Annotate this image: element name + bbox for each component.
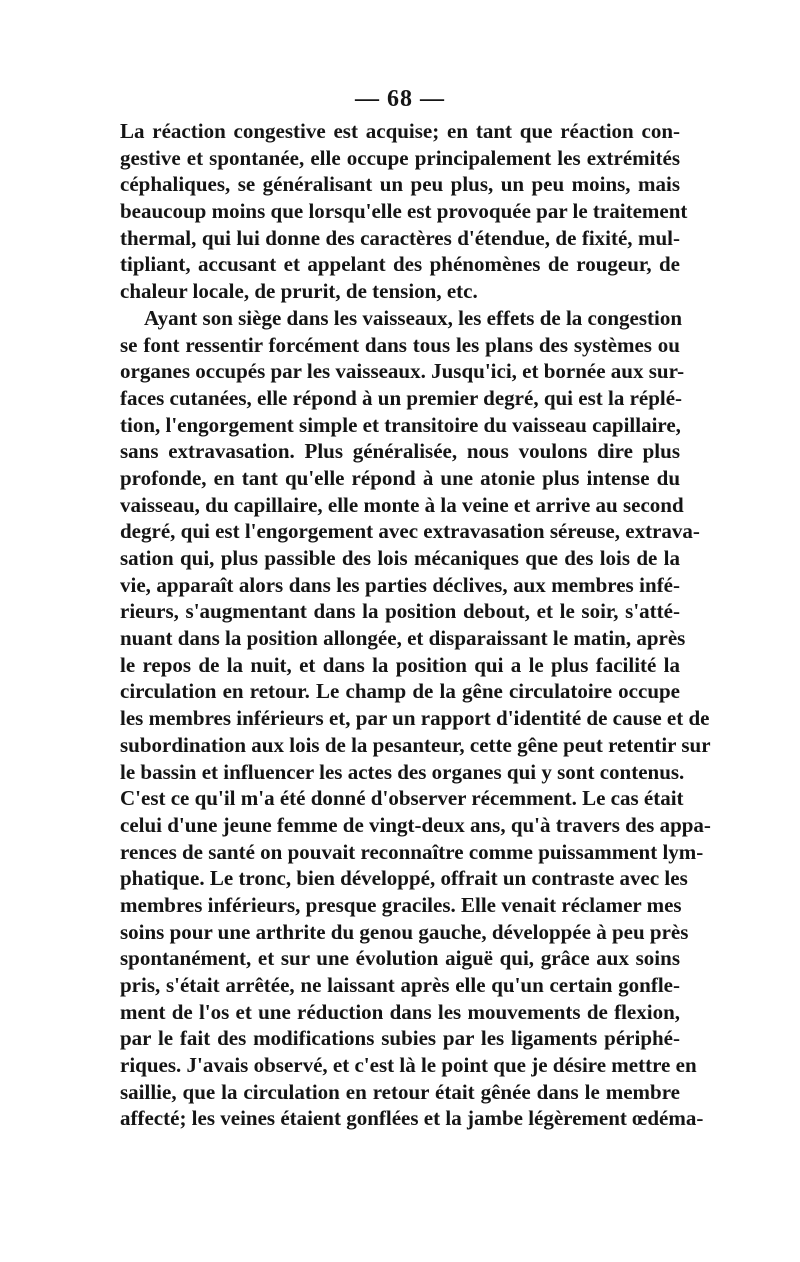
text-line: saillie, que la circulation en retour était gênée dans le membre [120,1079,680,1104]
text-line: les membres inférieurs et, par un rapport d'identité de cause et de [120,706,710,731]
text-line: membres inférieurs, presque graciles. Elle venait réclamer mes [120,892,682,917]
text-line: subordination aux lois de la pesanteur, cette gêne peut retentir sur [120,732,711,757]
text-line: rieurs, s'augmentant dans la position debout, et le soir, s'atté- [120,599,680,624]
text-line: pris, s'était arrêtée, ne laissant après elle qu'un certain gonfle- [120,973,680,997]
text-line: sation qui, plus passible des lois mécaniques que des lois de la [120,546,680,570]
text-line: organes occupés par les vaisseaux. Jusqu'ici, et bornée aux sur- [120,359,685,384]
text-line: degré, qui est l'engorgement avec extravasation séreuse, extrava- [120,519,700,544]
text-line: vie, apparaît alors dans les parties déclives, aux membres infé- [120,572,680,597]
text-line: phatique. Le tronc, bien développé, offrait un contraste avec les [120,866,688,891]
text-line: profonde, en tant qu'elle répond à une atonie plus intense du [120,465,680,490]
text-line: céphaliques, se généralisant un peu plus, un peu moins, mais [120,172,680,197]
text-line: rences de santé on pouvait reconnaître comme puissamment lym- [120,839,704,864]
text-line: ment de l'os et une réduction dans les mouvements de flexion, [120,999,680,1024]
text-line: Ayant son siège dans les vaisseaux, les effets de la congestion [144,305,683,330]
body-text [120,118,711,1132]
text-line: faces cutanées, elle répond à un premier degré, qui est la réplé- [120,385,683,410]
text-line: soins pour une arthrite du genou gauche, développée à peu près [120,919,689,944]
text-line: le repos de la nuit, et dans la position qui a le plus facilité la [120,652,680,677]
text-line: tipliant, accusant et appelant des phénomènes de rougeur, de [120,252,680,277]
text-line: vaisseau, du capillaire, elle monte à la veine et arrive au second [120,492,684,517]
text-line: se font ressentir forcément dans tous les plans des systèmes ou [120,332,680,357]
text-line: par le fait des modifications subies par les ligaments périphé- [120,1026,680,1051]
text-line: chaleur locale, de prurit, de tension, etc. [120,279,478,304]
text-line: sans extravasation. Plus généralisée, nous voulons dire plus [120,439,680,464]
text-line: beaucoup moins que lorsqu'elle est provoquée par le traitement [120,199,688,224]
text-line: thermal, qui lui donne des caractères d'étendue, de fixité, mul- [120,225,680,250]
text-line: celui d'une jeune femme de vingt-deux ans, qu'à travers des appa- [120,812,711,837]
text-line: C'est ce qu'il m'a été donné d'observer récemment. Le cas était [120,786,684,811]
text-line: affecté; les veines étaient gonflées et la jambe légèrement œdéma- [120,1106,704,1131]
text-line: gestive et spontanée, elle occupe principalement les extrémités [120,145,680,170]
text-line: nuant dans la position allongée, et disparaissant le matin, après [120,626,686,651]
page-number: — 68 — [355,86,445,112]
text-line: le bassin et influencer les actes des organes qui y sont contenus. [120,759,685,784]
text-line: spontanément, et sur une évolution aiguë qui, grâce aux soins [120,946,680,971]
text-line: riques. J'avais observé, et c'est là le point que je désire mettre en [120,1053,697,1078]
text-line: circulation en retour. Le champ de la gêne circulatoire occupe [120,679,680,704]
text-line: La réaction congestive est acquise; en tant que réaction con- [120,119,680,143]
text-line: tion, l'engorgement simple et transitoire du vaisseau capillaire, [120,412,681,437]
